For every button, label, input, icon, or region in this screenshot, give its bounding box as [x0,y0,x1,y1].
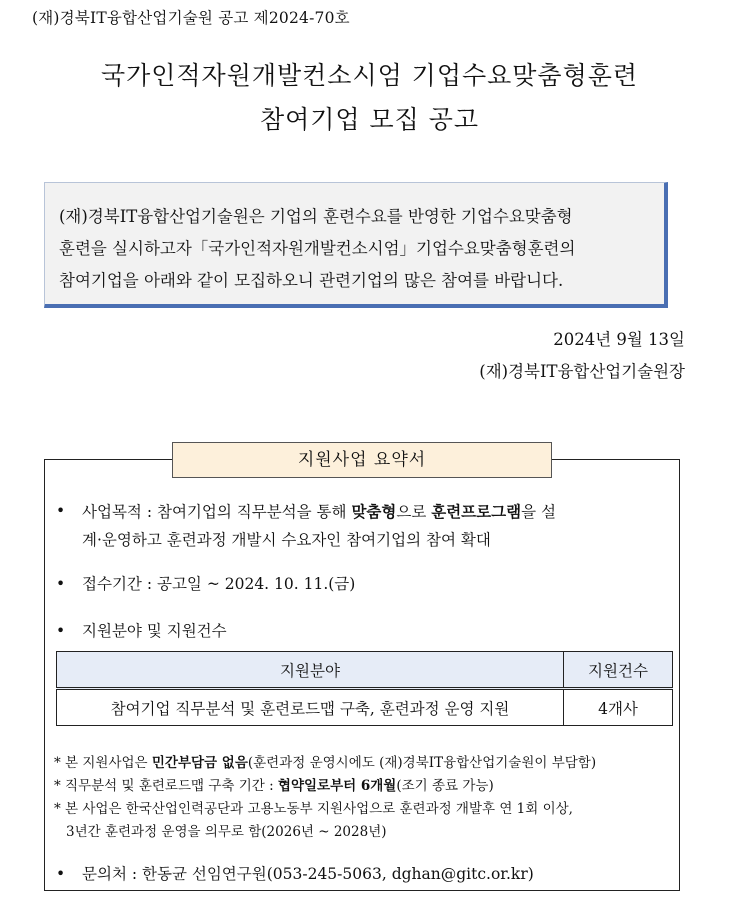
table-cell: 4개사 [564,689,673,726]
intro-box [44,182,668,308]
bullet-icon: • [56,575,66,593]
table-header: 지원건수 [564,652,673,689]
page-title-line2: 참여기업 모집 공고 [259,105,480,134]
table-cell: 참여기업 직무분석 및 훈련로드맵 구축, 훈련과정 운영 지원 [57,689,564,726]
announcement-date: 2024년 9월 13일 [553,330,685,349]
intro-line: (재)경북IT융합산업기술원은 기업의 훈련수요를 반영한 기업수요맞춤형 [59,207,573,226]
document-number: (재)경북IT융합산업기술원 공고 제2024-70호 [32,9,350,27]
page-title-line1: 국가인적자원개발컨소시엄 기업수요맞춤형훈련 [100,61,639,90]
note-1: * 본 지원사업은 민간부담금 없음(훈련과정 운영시에도 (재)경북IT융합산업기술원이 부담함) [54,755,597,771]
purpose-line2: 계·운영하고 훈련과정 개발시 수요자인 참여기업의 참여 확대 [82,531,491,549]
note-2: * 직무분석 및 훈련로드맵 구축 기간 : 협약일로부터 6개월(조기 종료 가능) [54,778,494,794]
table-header: 지원분야 [57,652,564,689]
fields-heading: 지원분야 및 지원건수 [82,622,227,640]
summary-title: 지원사업 요약서 [172,442,552,478]
period-text: 접수기간 : 공고일 ~ 2024. 10. 11.(금) [82,575,356,593]
intro-line: 훈련을 실시하고자「국가인적자원개발컨소시엄」기업수요맞춤형훈련의 [59,239,576,258]
bullet-icon: • [56,622,66,640]
bullet-icon: • [56,502,66,520]
note-3-cont: 3년간 훈련과정 운영을 의무로 함(2026년 ~ 2028년) [66,824,387,840]
note-3: * 본 사업은 한국산업인력공단과 고용노동부 지원사업으로 훈련과정 개발후 연 1회 이상, [54,801,573,817]
bullet-icon: • [56,865,66,883]
intro-line: 참여기업을 아래와 같이 모집하오니 관련기업의 많은 참여를 바랍니다. [59,271,564,290]
issuing-organization: (재)경북IT융합산업기술원장 [479,362,685,381]
support-table [56,651,673,726]
table-row [57,689,673,726]
contact-text: 문의처 : 한동균 선임연구원(053-245-5063, dghan@gitc.or.kr) [82,865,534,883]
purpose-line1: 사업목적 : 참여기업의 직무분석을 통해 맞춤형으로 훈련프로그램을 설 [82,502,556,521]
